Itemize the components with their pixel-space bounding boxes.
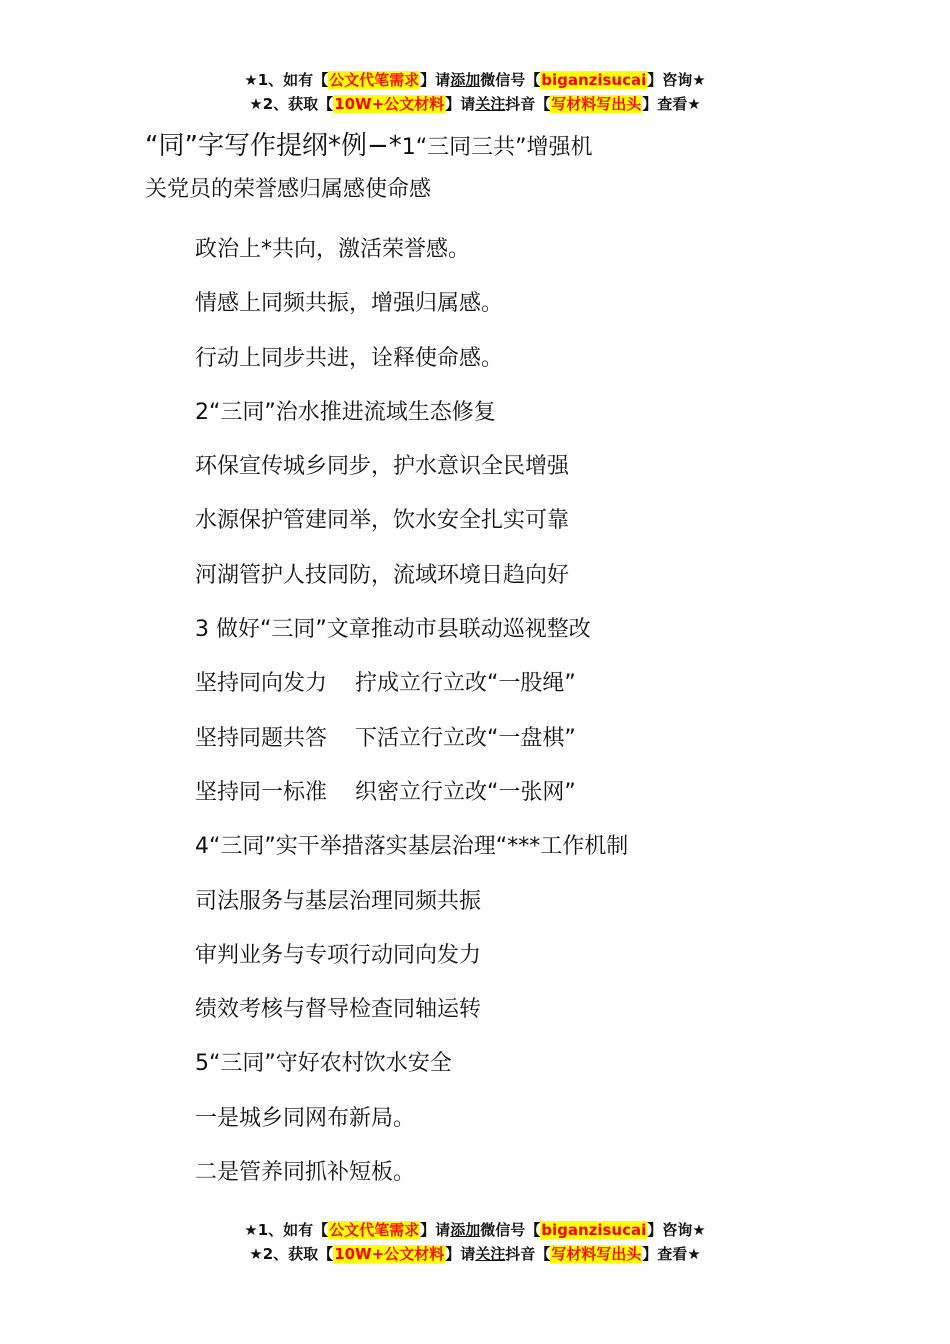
banner-text: 微信号【: [480, 71, 541, 89]
title-main: “同”字写作提纲*例−*: [145, 131, 402, 161]
document-body: [195, 223, 855, 1200]
paragraph: 审判业务与专项行动同向发力: [195, 942, 482, 968]
banner-text: ★2、获取【: [249, 1245, 334, 1263]
banner-highlight: biganzisucai: [541, 71, 647, 89]
paragraph: 绩效考核与督导检查同轴运转: [195, 997, 482, 1023]
paragraph: 行动上同步共进，诠释使命感。: [195, 345, 504, 371]
footer-banner: [0, 1218, 950, 1266]
paragraph: 坚持同一标准 织密立行立改“一张网”: [195, 779, 576, 805]
banner-text: 】请: [445, 95, 476, 113]
section-heading: 5“三同”守好农村饮水安全: [195, 1051, 452, 1077]
title-tail: 1“三同三共”增强机: [401, 135, 593, 160]
paragraph: 坚持同向发力 拧成立行立改“一股绳”: [195, 671, 576, 697]
banner-text: 抖音【: [505, 1245, 551, 1263]
banner-underlined: 关注: [475, 95, 506, 113]
document-title-continued: 关党员的荣誉感归属感使命感: [145, 177, 432, 202]
banner-text: 】请: [420, 71, 451, 89]
section-heading: 4“三同”实干举措落实基层治理“***工作机制: [195, 834, 629, 860]
paragraph: 河湖管护人技同防，流域环境日趋向好: [195, 562, 570, 588]
paragraph: 政治上*共向，激活荣誉感。: [195, 237, 471, 262]
banner-text: ★2、获取【: [249, 95, 334, 113]
banner-underlined: 关注: [475, 1245, 506, 1263]
banner-highlight: 写材料写出头: [551, 1245, 642, 1263]
banner-underlined: 添加: [450, 1221, 481, 1239]
section-heading: 3 做好“三同”文章推动市县联动巡视整改: [195, 617, 591, 643]
document-title: [145, 122, 825, 172]
banner-text: 】咨询★: [647, 1221, 706, 1239]
banner-text: 抖音【: [505, 95, 551, 113]
paragraph: 水源保护管建同举，饮水安全扎实可靠: [195, 508, 570, 534]
paragraph: 一是城乡同网布新局。: [195, 1105, 416, 1131]
banner-text: 】咨询★: [647, 71, 706, 89]
header-banner: [0, 68, 950, 116]
banner-text: 微信号【: [480, 1221, 541, 1239]
banner-underlined: 添加: [450, 71, 481, 89]
banner-highlight: 公文代笔需求: [329, 1221, 420, 1239]
banner-highlight: biganzisucai: [541, 1221, 647, 1239]
section-heading: 2“三同”治水推进流域生态修复: [195, 399, 496, 425]
paragraph: 二是管养同抓补短板。: [195, 1160, 416, 1186]
paragraph: 坚持同题共答 下活立行立改“一盘棋”: [195, 725, 576, 751]
banner-text: 】查看★: [642, 1245, 701, 1263]
banner-highlight: 写材料写出头: [551, 95, 642, 113]
paragraph: 司法服务与基层治理同频共振: [195, 888, 482, 914]
banner-highlight: 公文代笔需求: [329, 71, 420, 89]
banner-highlight: 10W+公文材料: [334, 95, 445, 113]
banner-line-2: [0, 92, 950, 116]
banner-highlight: 10W+公文材料: [334, 1245, 445, 1263]
banner-text: 】查看★: [642, 95, 701, 113]
paragraph: 情感上同频共振，增强归属感。: [195, 291, 504, 317]
banner-line-1: [0, 1218, 950, 1242]
banner-text: 】请: [445, 1245, 476, 1263]
banner-line-1: [0, 68, 950, 92]
banner-text: 】请: [420, 1221, 451, 1239]
banner-line-2: [0, 1242, 950, 1266]
paragraph: 环保宣传城乡同步，护水意识全民增强: [195, 454, 570, 480]
banner-text: ★1、如有【: [244, 1221, 329, 1239]
banner-text: ★1、如有【: [244, 71, 329, 89]
